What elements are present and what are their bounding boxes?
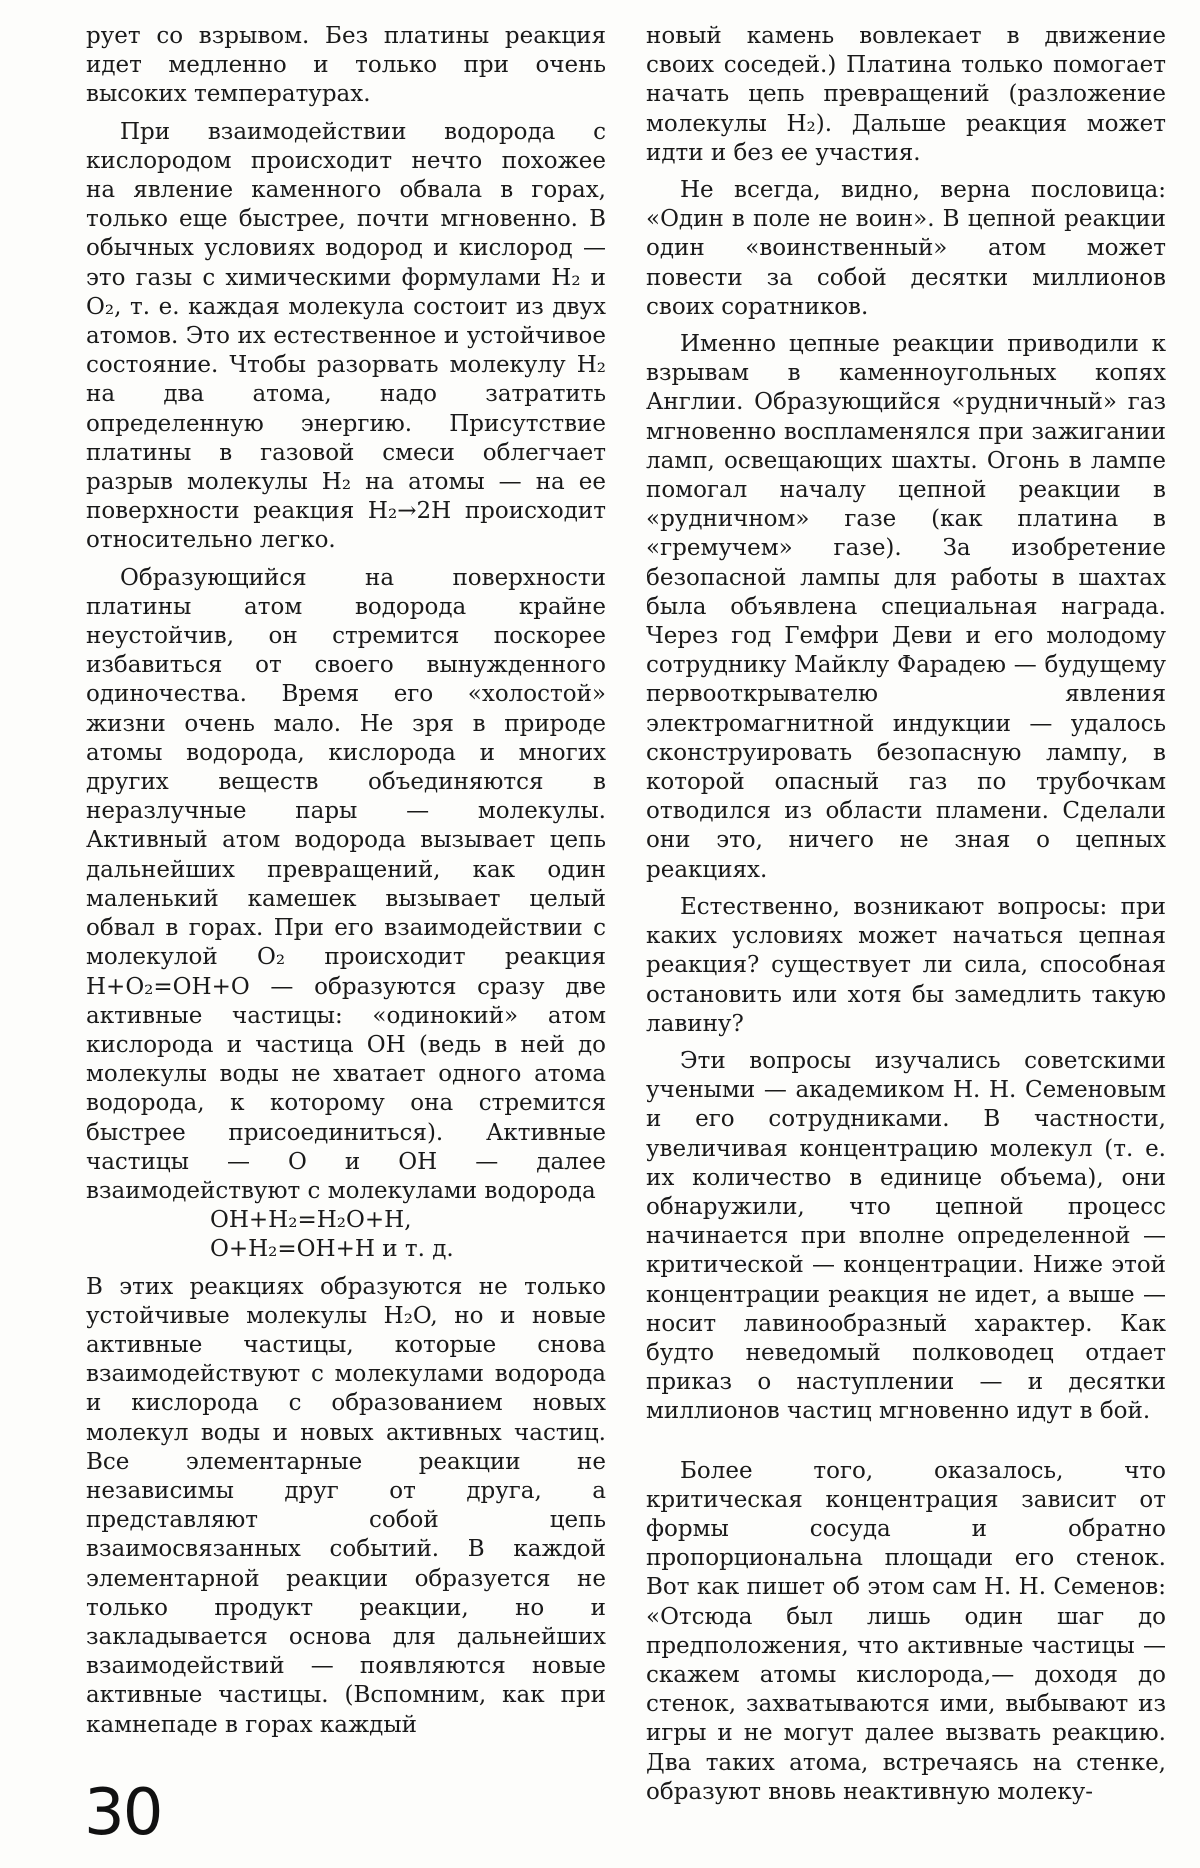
left-column	[86, 22, 606, 1740]
paragraph: При взаимодействии водорода с кислородом происходит нечто похожее на явление каменного обвала в горах, только еще быстрее, почти мгновенно. В обычных условиях водород и кислород — это газы с химическими формулами H₂ и O₂, т. е. каждая молекула состоит из двух атомов. Это их естественное и устойчивое состояние. Чтобы разорвать молекулу H₂ на два атома, надо затратить определенную энергию. Присутствие платины в газовой смеси облегчает разрыв молекулы H₂ на атомы — на ее поверхности реакция H₂→2H происходит относительно легко.	[86, 118, 606, 554]
page-number: 30	[84, 1776, 162, 1850]
paragraph: рует со взрывом. Без платины реакция идет медленно и только при очень высоких температурах.	[86, 23, 606, 108]
formula-line: OH+H₂=H₂O+H,	[210, 1207, 412, 1234]
formula-line: O+H₂=OH+H и т. д.	[210, 1236, 454, 1263]
paragraph: В этих реакциях образуются не только устойчивые молекулы H₂O, но и новые активные частицы, которые снова взаимодействуют с молекулами водорода и кислорода с образованием новых молекул воды и новых активных частиц. Все элементарные реакции не независимы друг от друга, а представляют собой цепь взаимосвязанных событий. В каждой элементарной реакции образуется не только продукт реакции, но и закладывается основа для дальнейших взаимодействий — появляются новые активные частицы. (Вспомним, как при камнепаде в горах каждый	[86, 1273, 606, 1738]
right-column	[646, 22, 1166, 1807]
paragraph: Эти вопросы изучались советскими учеными — академиком Н. Н. Семеновым и его сотрудниками. В частности, увеличивая концентрацию молекул (т. е. их количество в единице объема), они обнаружили, что цепной процесс начинается при вполне определенной — критической — концентрации. Ниже этой концентрации реакция не идет, а выше — носит лавинообразный характер. Как будто неведомый полководец отдает приказ о наступлении — и десятки миллионов частиц мгновенно идут в бой.	[646, 1047, 1166, 1425]
paragraph: Не всегда, видно, верна пословица: «Один в поле не воин». В цепной реакции один «воинственный» атом может повести за собой десятки миллионов своих соратников.	[646, 177, 1166, 320]
paragraph: Более того, оказалось, что критическая концентрация зависит от формы сосуда и обратно пропорциональна площади его стенок. Вот как пишет об этом сам Н. Н. Семенов: «Отсюда был лишь один шаг до предположения, что активные частицы — скажем атомы кислорода,— доходя до стенок, захватываются ими, выбывают из игры и не могут далее вызвать реакцию. Два таких атома, встречаясь на стенке, образуют вновь неактивную молеку-	[646, 1457, 1166, 1805]
paragraph: Образующийся на поверхности платины атом водорода крайне неустойчив, он стремится поскорее избавиться от своего вынужденного одиночества. Время его «холостой» жизни очень мало. Не зря в природе атомы водорода, кислорода и многих других веществ объединяются в неразлучные пары — молекулы. Активный атом водорода вызывает цепь дальнейших превращений, как один маленький камешек вызывает целый обвал в горах. При его взаимодействии с молекулой O₂ происходит реакция H+O₂=OH+O — образуются сразу две активные частицы: «одинокий» атом кислорода и частица OH (ведь в ней до молекулы воды не хватает одного атома водорода, к которому она стремится быстрее присоединиться). Активные частицы — O и OH — далее взаимодействуют с молекулами водорода	[86, 564, 606, 1204]
paragraph: новый камень вовлекает в движение своих соседей.) Платина только помогает начать цепь превращений (разложение молекулы H₂). Дальше реакция может идти и без ее участия.	[646, 23, 1166, 166]
paragraph: Именно цепные реакции приводили к взрывам в каменноугольных копях Англии. Образующийся «рудничный» газ мгновенно воспламенялся при зажигании ламп, освещающих шахты. Огонь в лампе помогал началу цепной реакции в «рудничном» газе (как платина в «гремучем» газе). За изобретение безопасной лампы для работы в шахтах была объявлена специальная награда. Через год Гемфри Деви и его молодому сотруднику Майклу Фарадею — будущему первооткрывателю явления электромагнитной индукции — удалось сконструировать безопасную лампу, в которой опасный газ по трубочкам отводился из области пламени. Сделали они это, ничего не зная о цепных реакциях.	[646, 331, 1166, 883]
paragraph: Естественно, возникают вопросы: при каких условиях может начаться цепная реакция? существует ли сила, способная остановить или хотя бы замедлить такую лавину?	[646, 893, 1166, 1037]
